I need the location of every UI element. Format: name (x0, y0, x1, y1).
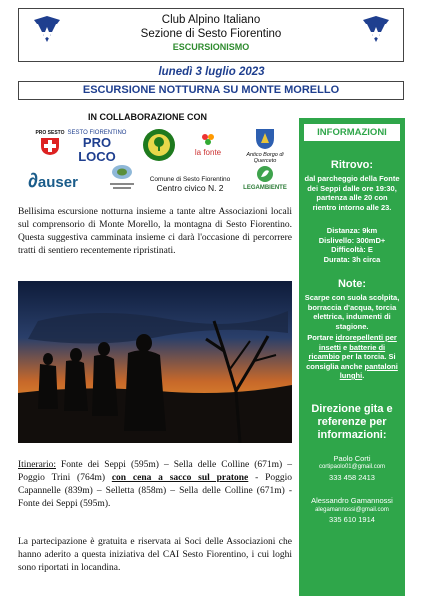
ritrovo-text: dal parcheggio della Fonte dei Seppi dalle ore 19:30, partenza alle 20 con rientro intorno alle 23. (304, 174, 400, 212)
lafonte-logo: la fonte (190, 132, 226, 157)
borgo-querceto-logo: Antico Borgo di Querceto (236, 128, 294, 164)
cai-logo-right (361, 14, 391, 44)
info-label: INFORMAZIONI (304, 124, 400, 141)
info-sidebar (299, 118, 405, 596)
night-hike-photo (18, 281, 292, 443)
header-section: ESCURSIONISMO (172, 42, 250, 52)
note-text: Scarpe con suola scolpita, borraccia d'acqua, torcia elettrica, indumenti di stagione. (304, 293, 400, 331)
contact1-name: Paolo Corti (333, 453, 371, 463)
activity-logo (106, 162, 138, 192)
itinerary-paragraph: Itinerario: Fonte dei Seppi (595m) – Sella delle Colline (671m) – Poggio Trini (764m) con cena a sacco sul pratone - Poggio Capannelle (839m) – Selletta (858m) – Sella delle Colline (671m) - Fonte dei Seppi (595m). (18, 460, 292, 509)
green-circle-logo (142, 128, 176, 162)
collab-heading: IN COLLABORAZIONE CON (88, 112, 207, 122)
contact2-name: Alessandro Gamannossi (311, 496, 393, 505)
header-title: Club Alpino Italiano (161, 14, 261, 26)
participation-paragraph: La partecipazione è gratuita e riservata ai Soci delle Associazioni che hanno aderito a questa iniziativa del CAI Sesto Fiorentino, i cui loghi sono riportati in locandina. (18, 537, 292, 573)
pro-sesto-logo: PRO SESTO (34, 130, 66, 158)
centro-civico-logo: Comune di Sesto Fiorentino Centro civico N. 2 (149, 176, 231, 193)
legambiente-logo: LEGAMBIENTE (240, 165, 290, 191)
auser-logo: ∂auser (28, 170, 78, 192)
itinerary-highlight: con cena a sacco sul pratone (111, 473, 249, 483)
distanza: Distanza: 9km (326, 226, 378, 235)
itinerary-label: Itinerario: (18, 460, 56, 470)
header-box (18, 8, 404, 62)
contact1-email: cortipaolo01@gmail.com (318, 464, 386, 470)
durata: Durata: 3h circa (323, 254, 381, 264)
ritrovo-title: Ritrovo: (330, 159, 374, 171)
contact2-email: alegamannossi@gmail.com (315, 506, 389, 513)
event-date: lunedì 3 luglio 2023 (158, 66, 265, 78)
contact1-phone: 333 458 2413 (329, 472, 375, 482)
cai-logo-left (32, 14, 62, 44)
proloco-logo: SESTO FIORENTINO PRO LOCO (67, 130, 127, 164)
note-recommendations: Portare idrorepellenti per insetti e batterie di ricambio per la torcia. Si consiglia anche pantaloni lunghi. (306, 333, 398, 380)
intro-paragraph: Bellisima escursione notturna insieme a tante altre Associazioni locali sul comprensorio di Monte Morello, la montagna di Sesto Fiorentino. Questa suggestiva camminata insieme ci darà l'occasione di percorrere tratti di sentiero recentemente ripristinati. (18, 207, 292, 256)
difficolta: Difficoltà: E (331, 245, 373, 254)
note-title: Note: (337, 278, 367, 290)
direzione-title: Direzione gita e referenze per informazioni: (311, 402, 393, 441)
contact2-phone: 335 610 1914 (329, 515, 375, 524)
header-subtitle: Sezione di Sesto Fiorentino (140, 28, 282, 40)
dislivello: Dislivello: 300mD+ (318, 235, 386, 245)
event-title: ESCURSIONE NOTTURNA SU MONTE MORELLO (18, 81, 404, 100)
